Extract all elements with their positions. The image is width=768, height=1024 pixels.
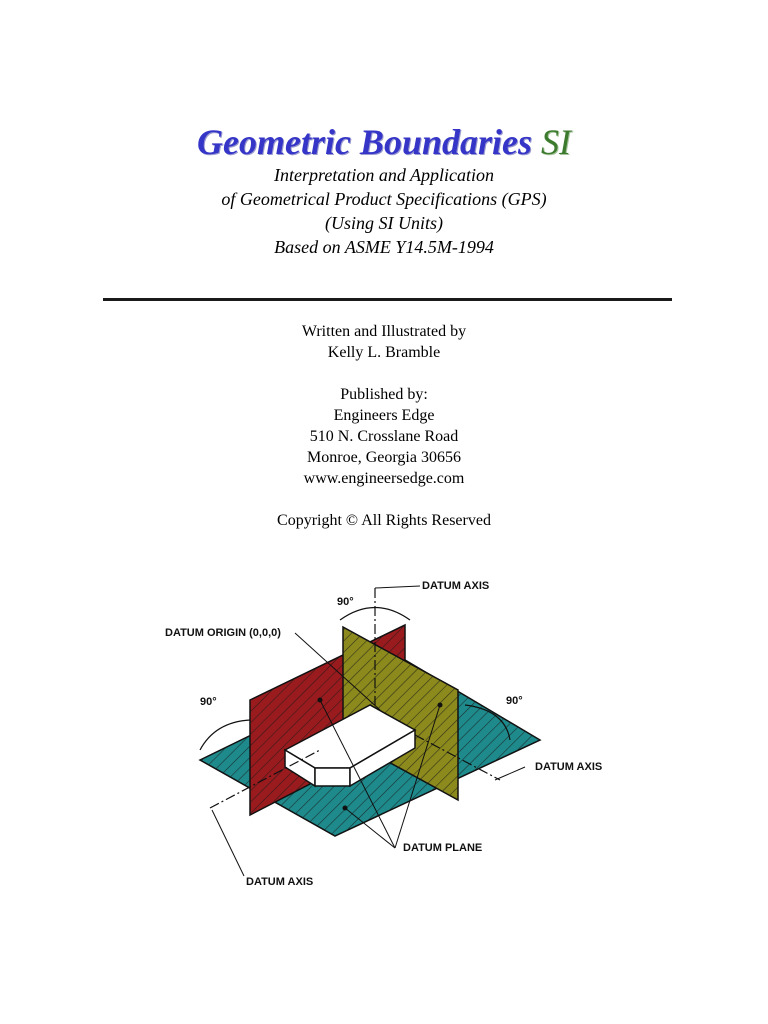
datum-diagram-svg <box>0 560 768 900</box>
label-datum-plane: DATUM PLANE <box>403 842 483 854</box>
label-datum-axis-right: DATUM AXIS <box>535 761 603 773</box>
subtitle-line-1: Interpretation and Application <box>274 165 494 185</box>
published-by-label: Published by: <box>340 386 428 403</box>
horizontal-divider <box>103 298 672 301</box>
datum-reference-frame-figure <box>0 560 768 900</box>
subtitle-line-2: of Geometrical Product Specifications (GPS) <box>221 189 547 209</box>
subtitle-line-4: Based on ASME Y14.5M-1994 <box>274 237 494 257</box>
label-angle-top: 90° <box>337 596 354 608</box>
label-datum-axis-bottom: DATUM AXIS <box>246 876 314 888</box>
label-datum-origin: DATUM ORIGIN (0,0,0) <box>165 627 281 639</box>
address-line-2: Monroe, Georgia 30656 <box>307 449 461 466</box>
label-datum-axis-top: DATUM AXIS <box>422 580 490 592</box>
copyright-notice: Copyright © All Rights Reserved <box>277 512 491 529</box>
subtitle-block <box>0 163 768 259</box>
website: www.engineersedge.com <box>303 470 465 487</box>
written-by-label: Written and Illustrated by <box>301 323 467 340</box>
title-si-suffix: SI <box>541 122 571 162</box>
subtitle-line-3: (Using SI Units) <box>325 213 443 233</box>
address-line-1: 510 N. Crosslane Road <box>309 428 459 445</box>
publisher-name: Engineers Edge <box>333 407 435 424</box>
title-main: Geometric Boundaries <box>196 122 532 162</box>
author-name: Kelly L. Bramble <box>327 344 441 361</box>
credits-block <box>0 321 768 531</box>
document-title <box>0 120 768 164</box>
label-angle-left: 90° <box>200 696 217 708</box>
label-angle-right: 90° <box>506 695 523 707</box>
